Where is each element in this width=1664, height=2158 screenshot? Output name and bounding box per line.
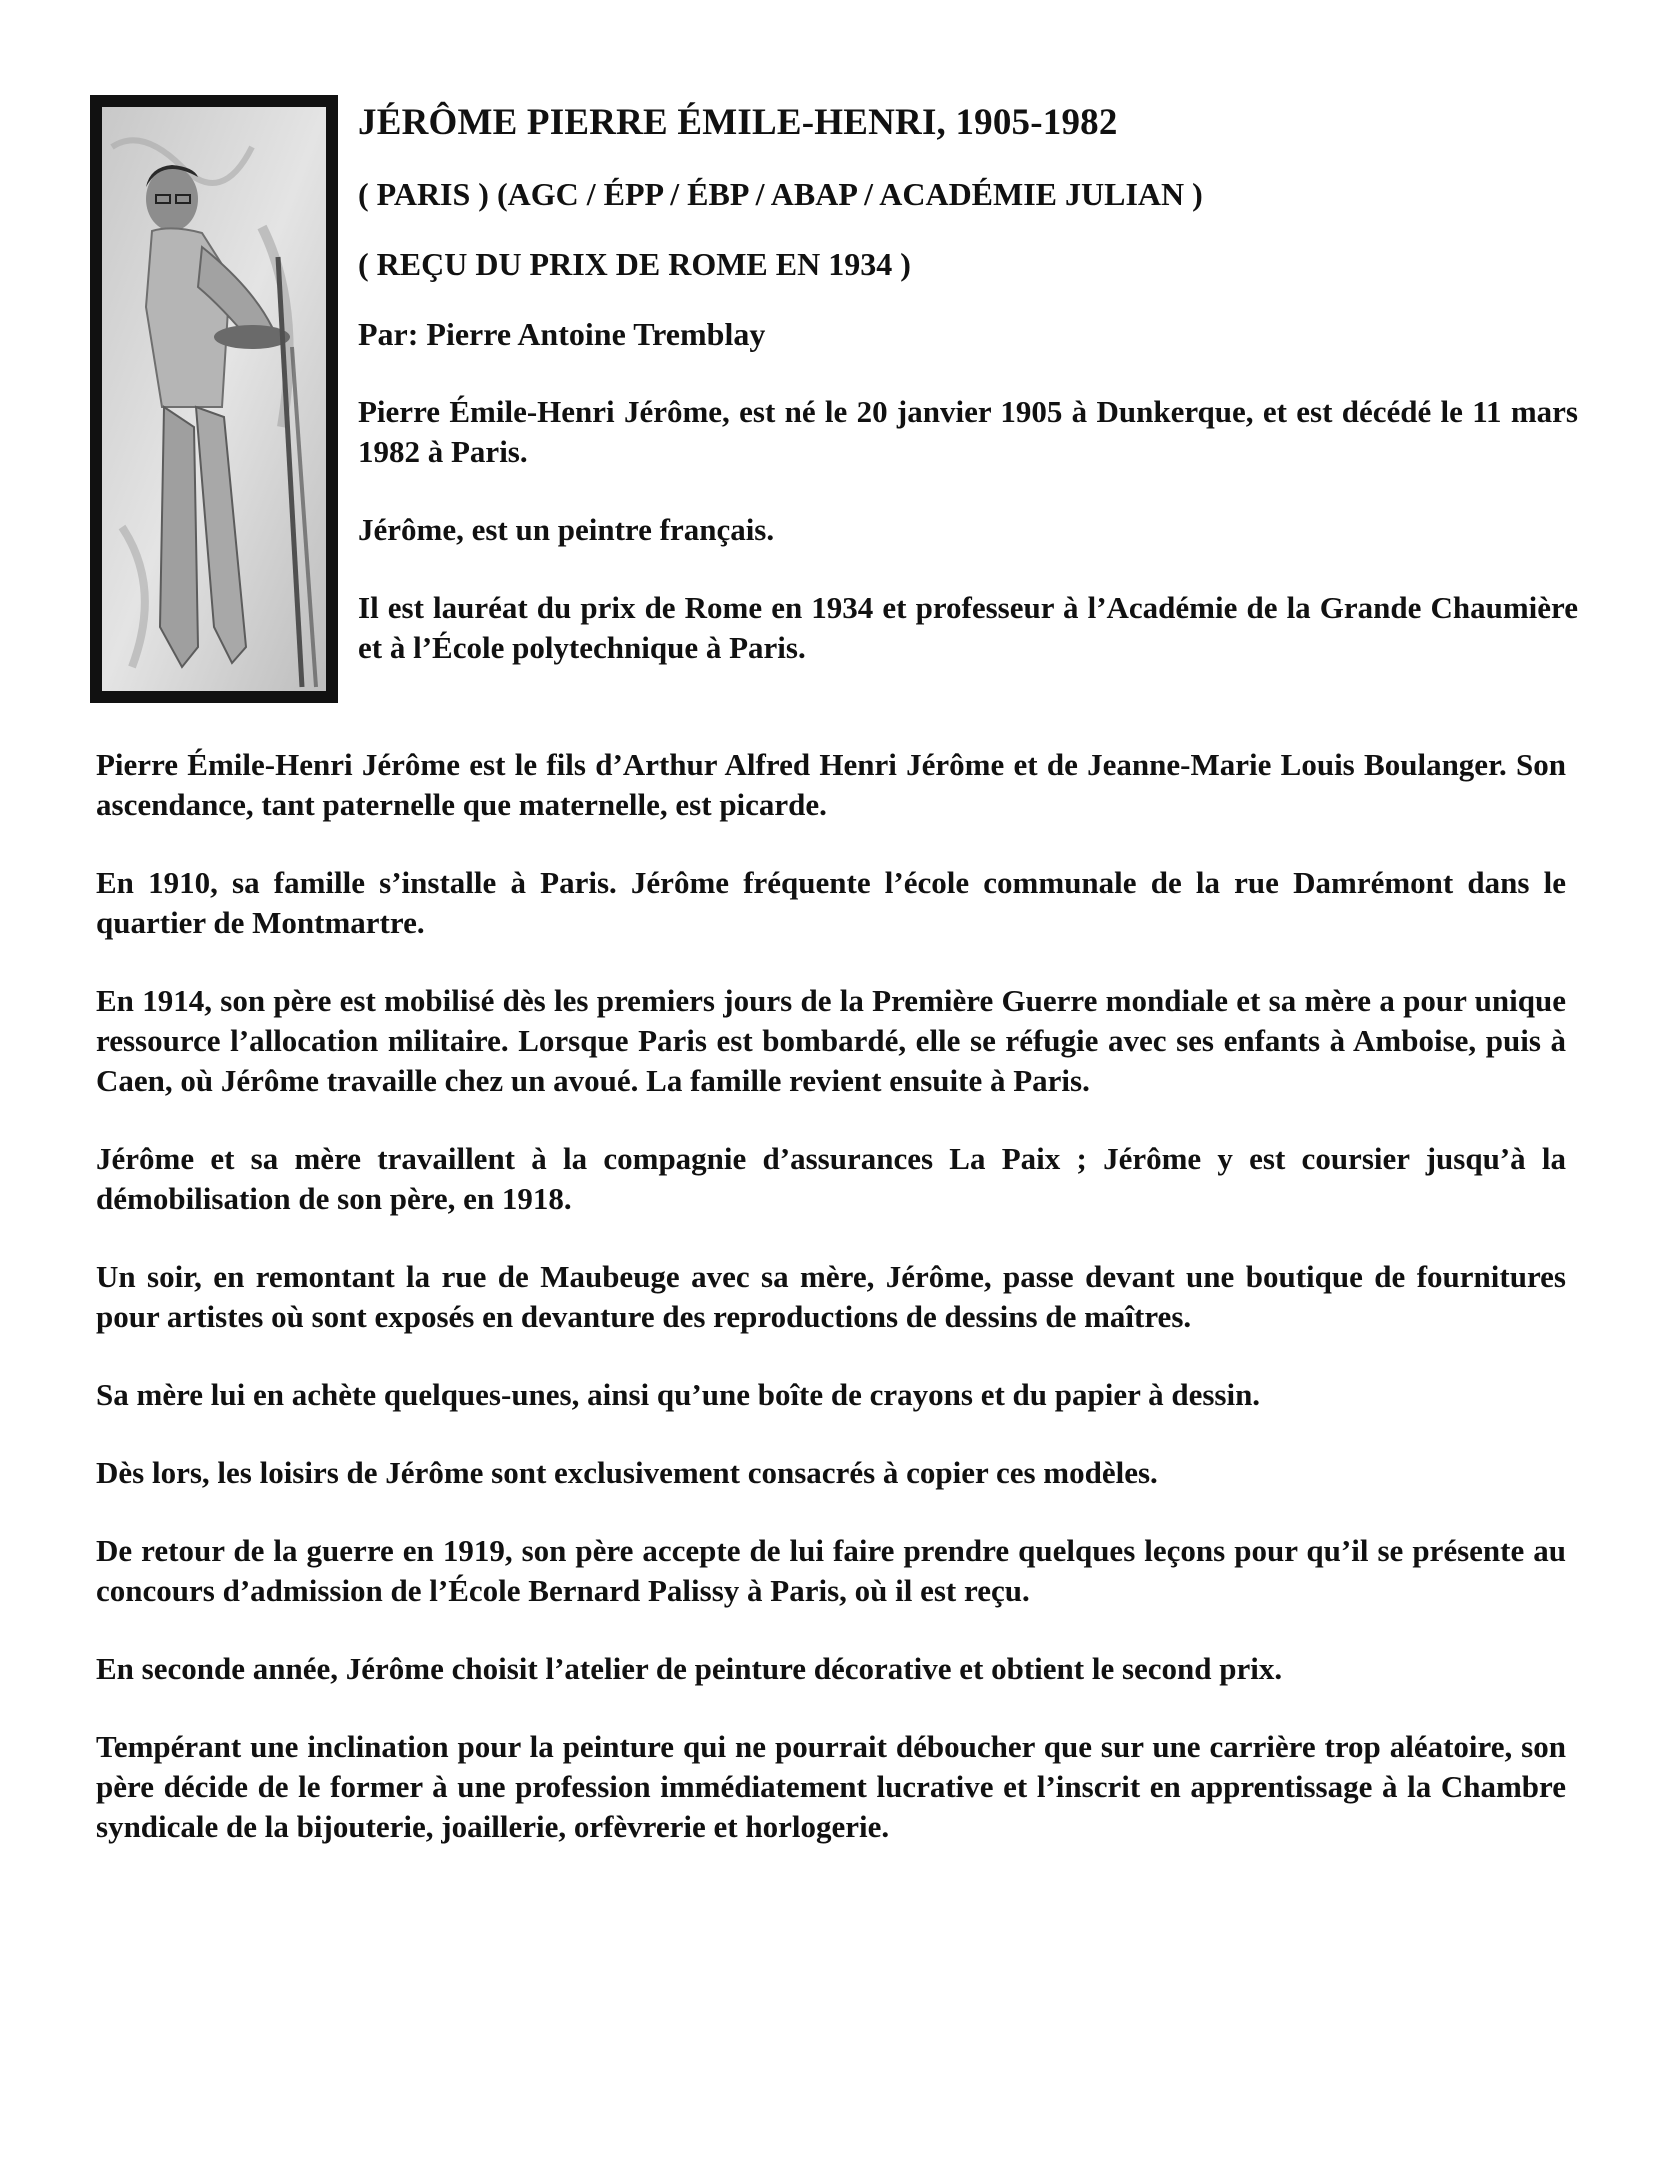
body-text xyxy=(96,745,1566,1885)
document-title: JÉRÔME PIERRE ÉMILE-HENRI, 1905-1982 xyxy=(358,102,1118,143)
paragraph-apprentissage: Tempérant une inclination pour la peinture qui ne pourrait déboucher que sur une carrière trop aléatoire, son père décide de le former à une profession immédiatement lucrative et l’inscrit en apprentissage à la Chambre syndicale de la bijouterie, joaillerie, orfèvrerie et horlogerie. xyxy=(96,1729,1566,1844)
affiliations-line: ( PARIS ) (AGC / ÉPP / ÉBP / ABAP / ACADÉMIE JULIAN ) xyxy=(358,176,1203,212)
paragraph-second-prix: En seconde année, Jérôme choisit l’atelier de peinture décorative et obtient le second prix. xyxy=(96,1651,1283,1686)
portrait-painting-image xyxy=(102,107,326,691)
paragraph-parents: Pierre Émile-Henri Jérôme est le fils d’Arthur Alfred Henri Jérôme et de Jeanne-Marie Louis Boulanger. Son ascendance, tant paternelle que maternelle, est picarde. xyxy=(96,747,1566,822)
paragraph-1914: En 1914, son père est mobilisé dès les premiers jours de la Première Guerre mondiale et sa mère a pour unique ressource l’allocation militaire. Lorsque Paris est bombardé, elle se réfugie avec ses enfants à Amboise, puis à Caen, où Jérôme travaille chez un avoué. La famille revient ensuite à Paris. xyxy=(96,983,1566,1098)
paragraph-maubeuge: Un soir, en remontant la rue de Maubeuge avec sa mère, Jérôme, passe devant une boutique de fournitures pour artistes où sont exposés en devanture des reproductions de dessins de maîtres. xyxy=(96,1259,1566,1334)
prize-line: ( REÇU DU PRIX DE ROME EN 1934 ) xyxy=(358,246,911,282)
header-block xyxy=(358,100,1578,706)
author-byline: Par: Pierre Antoine Tremblay xyxy=(358,316,766,352)
paragraph-birth-death: Pierre Émile-Henri Jérôme, est né le 20 janvier 1905 à Dunkerque, et est décédé le 11 mars 1982 à Paris. xyxy=(358,394,1578,469)
paragraph-la-paix: Jérôme et sa mère travaillent à la compagnie d’assurances La Paix ; Jérôme y est coursier jusqu’à la démobilisation de son père, en 1918. xyxy=(96,1141,1566,1216)
paragraph-crayons: Sa mère lui en achète quelques-unes, ainsi qu’une boîte de crayons et du papier à dessin. xyxy=(96,1377,1261,1412)
portrait-photo xyxy=(90,95,338,703)
paragraph-laureate: Il est lauréat du prix de Rome en 1934 et professeur à l’Académie de la Grande Chaumière et à l’École polytechnique à Paris. xyxy=(358,590,1578,665)
paragraph-1910: En 1910, sa famille s’installe à Paris. Jérôme fréquente l’école communale de la rue Damrémont dans le quartier de Montmartre. xyxy=(96,865,1566,940)
paragraph-1919: De retour de la guerre en 1919, son père accepte de lui faire prendre quelques leçons pour qu’il se présente au concours d’admission de l’École Bernard Palissy à Paris, où il est reçu. xyxy=(96,1533,1566,1608)
paragraph-copier: Dès lors, les loisirs de Jérôme sont exclusivement consacrés à copier ces modèles. xyxy=(96,1455,1158,1490)
paragraph-occupation: Jérôme, est un peintre français. xyxy=(358,512,775,547)
